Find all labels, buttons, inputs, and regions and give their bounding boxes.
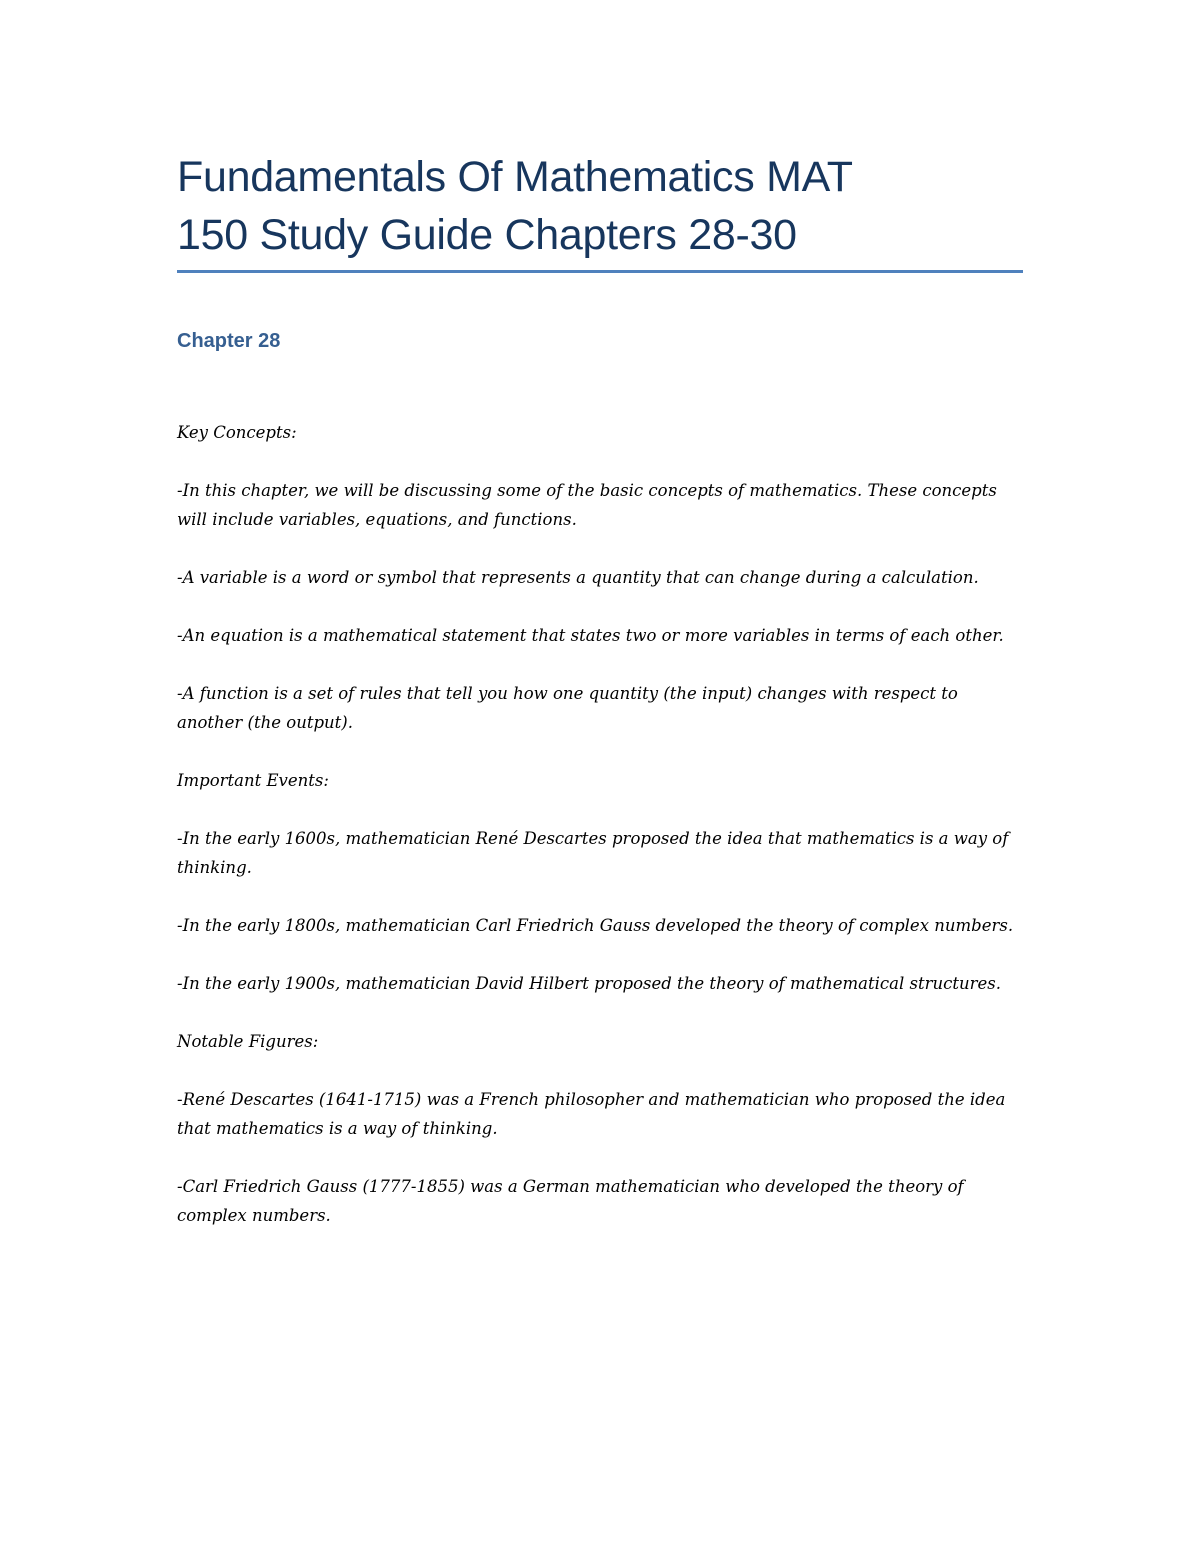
section-label-notable-figures: Notable Figures: (177, 1032, 319, 1051)
chapter-heading: Chapter 28 (177, 330, 281, 352)
paragraph: -Carl Friedrich Gauss (1777-1855) was a German mathematician who developed the theory of complex numbers. (177, 1177, 964, 1225)
section-label-important-events: Important Events: (177, 771, 329, 790)
document-title (177, 148, 1023, 264)
paragraph: -In the early 1800s, mathematician Carl Friedrich Gauss developed the theory of complex numbers. (177, 916, 1014, 935)
title-line-2: 150 Study Guide Chapters 28-30 (177, 211, 797, 259)
paragraph: -In this chapter, we will be discussing some of the basic concepts of mathematics. These concepts will include variables, equations, and functions. (177, 481, 997, 529)
title-underline-rule (177, 270, 1023, 273)
section-label-key-concepts: Key Concepts: (177, 423, 297, 442)
paragraph: -An equation is a mathematical statement that states two or more variables in terms of each other. (177, 626, 1004, 645)
paragraph: -A variable is a word or symbol that represents a quantity that can change during a calculation. (177, 568, 979, 587)
body-text (177, 418, 1023, 1259)
title-line-1: Fundamentals Of Mathematics MAT (177, 153, 853, 201)
paragraph: -In the early 1600s, mathematician René Descartes proposed the idea that mathematics is a way of thinking. (177, 829, 1009, 877)
paragraph: -In the early 1900s, mathematician David Hilbert proposed the theory of mathematical structures. (177, 974, 1001, 993)
paragraph: -René Descartes (1641-1715) was a French philosopher and mathematician who proposed the idea that mathematics is a way of thinking. (177, 1090, 1006, 1138)
paragraph: -A function is a set of rules that tell you how one quantity (the input) changes with respect to another (the output). (177, 684, 958, 732)
